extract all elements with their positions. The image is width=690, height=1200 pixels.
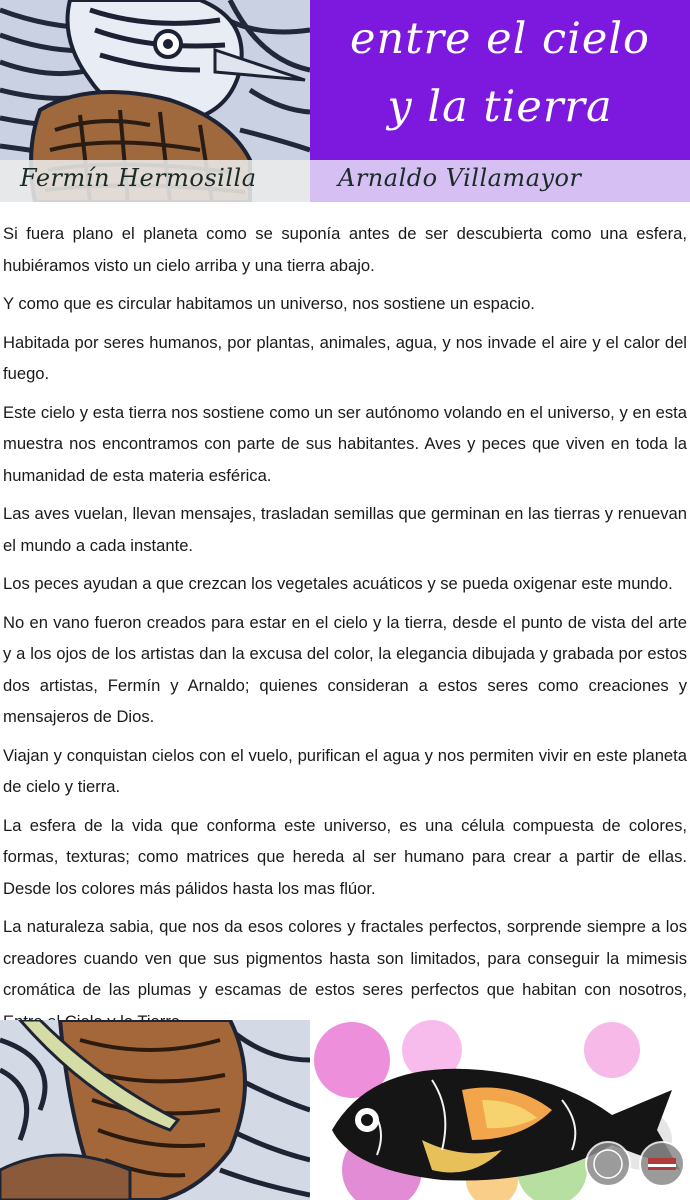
paragraph: Si fuera plano el planeta como se suponía antes de ser descubierta como una esfera, hubiéramos visto un cielo arriba y una tierra abajo.: [3, 224, 687, 275]
artist-name-left: Fermín Hermosilla: [20, 164, 257, 192]
paragraph: Viajan y conquistan cielos con el vuelo, purifican el agua y nos permiten vivir en este planeta de cielo y tierra.: [3, 745, 687, 796]
bird-detail-drawing: [0, 1020, 310, 1200]
title-line-1: entre el cielo: [350, 14, 650, 64]
watermark-url: www.portalguarani.com: [596, 1188, 680, 1196]
artist-name-right: Arnaldo Villamayor: [338, 164, 582, 192]
paragraph: La naturaleza sabia, que nos da esos colores y fractales perfectos, sorprende siempre a los creadores cuando ven que sus pigmentos hasta son limitados, para conseguir la mimesis cromática de las plumas y escamas de estos seres perfectos que habitan con nosotros,: [3, 917, 687, 999]
paragraph: No en vano fueron creados para estar en el cielo y la tierra, desde el punto de vista del arte y a los ojos de los artistas dan la excusa del color, la elegancia dibujada y grabada por estos dos artistas, Fermín y Arnaldo; quienes consideran a estos seres como creaciones y mensajeros de Dios.: [3, 612, 687, 726]
paragraph: Este cielo y esta tierra nos sostiene como un ser autónomo volando en el universo, y en esta muestra nos encontramos con parte de sus habitantes. Aves y peces que viven en toda la humanidad de esta materia esférica.: [3, 402, 687, 485]
title-panel: [310, 0, 690, 160]
paragraph: Y como que es circular habitamos un universo, nos sostiene un espacio.: [3, 294, 535, 313]
article-body: [3, 218, 687, 1076]
paragraph: Las aves vuelan, llevan mensajes, trasladan semillas que germinan en las tierras y renuevan el mundo a cada instante.: [3, 504, 687, 555]
title-line-2: y la tierra: [387, 82, 613, 132]
paragraph: Los peces ayudan a que crezcan los vegetales acuáticos y se pueda oxigenar este mundo.: [3, 574, 673, 593]
header-banner: [0, 0, 690, 202]
paragraph: La esfera de la vida que conforma este universo, es una célula compuesta de colores, formas, texturas; como matrices que hereda al ser humano para crear a partir de ellas. Desde los colores más pálidos hasta los mas flúor.: [3, 815, 687, 898]
bird-woodcut-detail-image: [0, 1020, 310, 1200]
paragraph: Habitada por seres humanos, por plantas, animales, agua, y nos invade el aire y el calor del fuego.: [3, 332, 687, 383]
